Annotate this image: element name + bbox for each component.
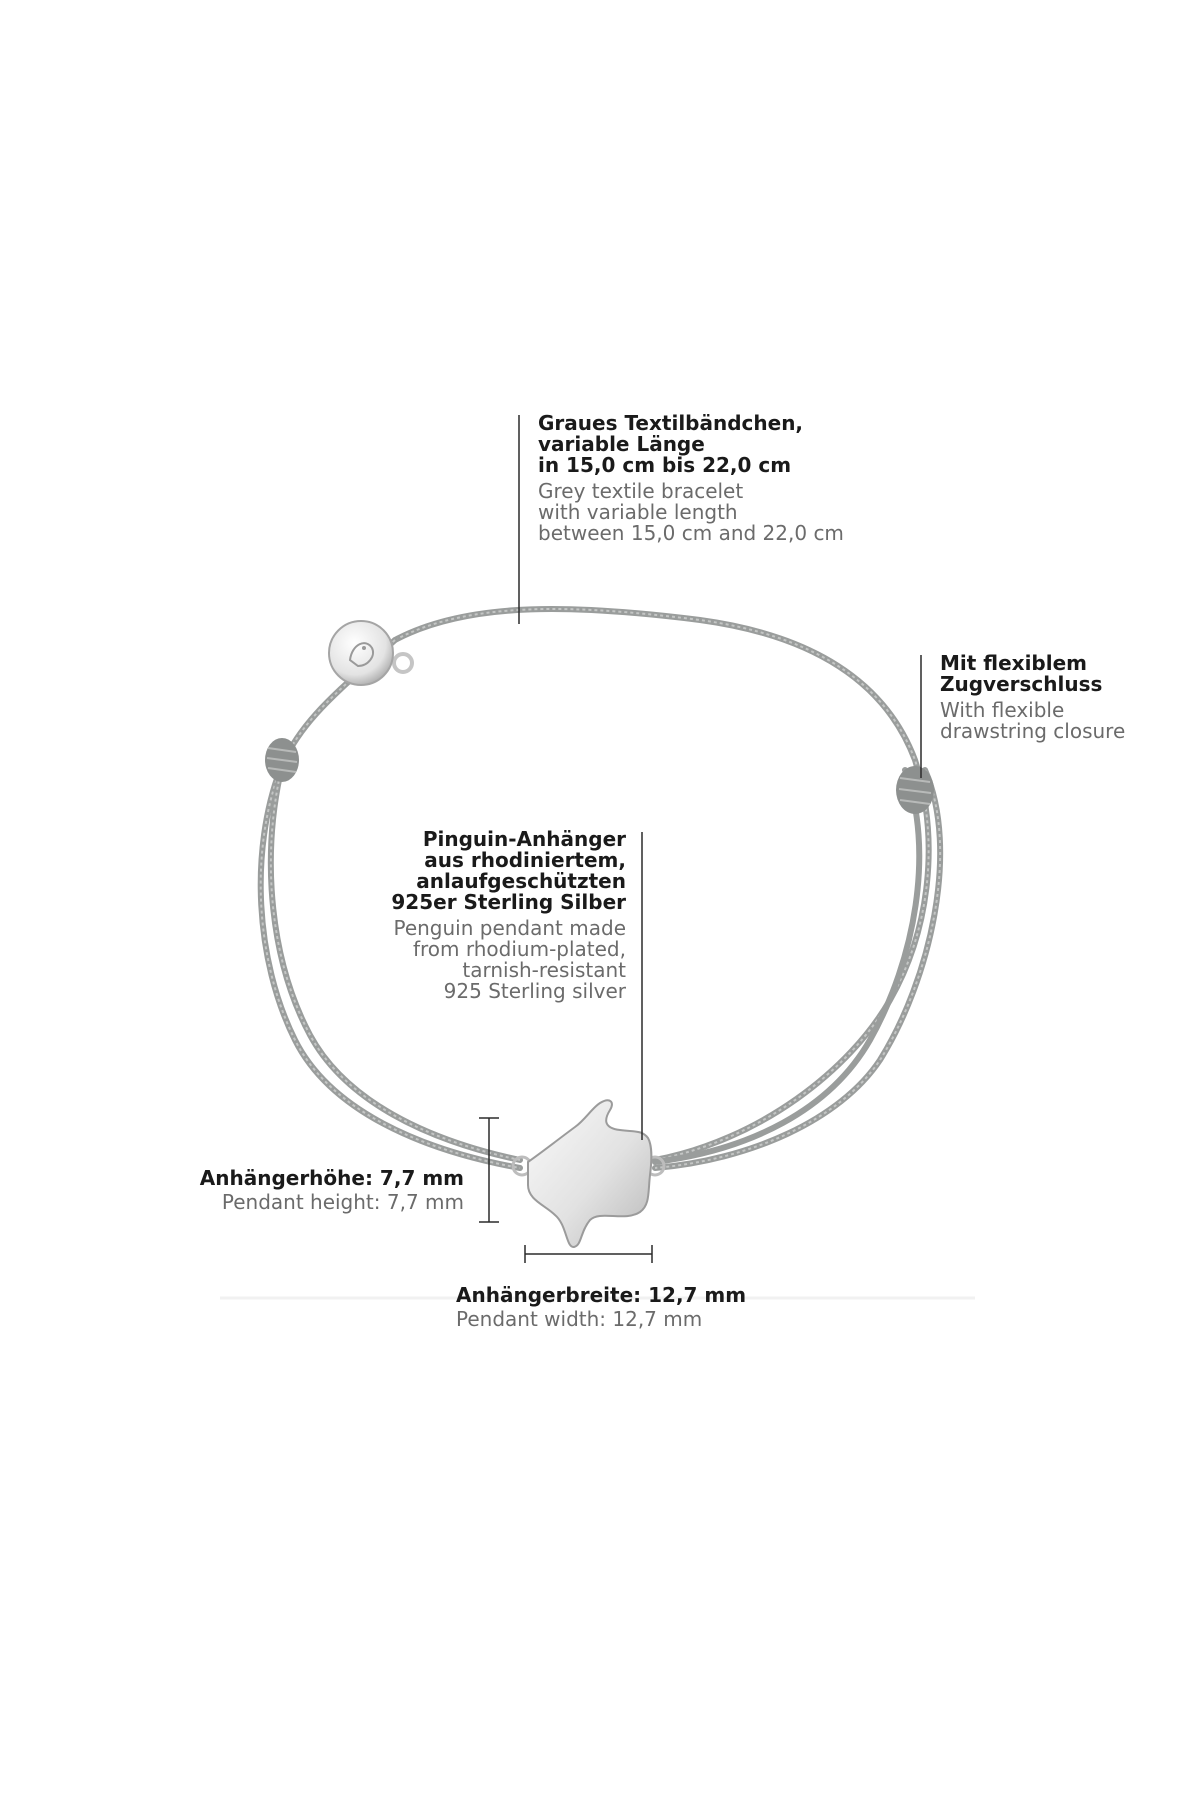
cord-en-line-2: with variable length — [538, 500, 738, 524]
closure-de-line-1: Mit flexiblem — [940, 651, 1088, 675]
pendant-en-line-4: 925 Sterling silver — [443, 979, 626, 1003]
closure-de-line-2: Zugverschluss — [940, 672, 1103, 696]
pendant-de-line-3: anlaufgeschützten — [416, 869, 626, 893]
cord-annotation — [538, 413, 844, 544]
pendant-de-line-4: 925er Sterling Silber — [391, 890, 626, 914]
cord-right-strand-a — [655, 770, 940, 1168]
height-annotation — [200, 1168, 464, 1213]
cord-de-line-3: in 15,0 cm bis 22,0 cm — [538, 453, 792, 477]
left-knot — [265, 738, 299, 782]
pendant-en-line-2: from rhodium-plated, — [412, 937, 626, 961]
width-dimension — [525, 1245, 652, 1263]
pendant-en-line-1: Penguin pendant made — [393, 916, 626, 940]
cord-en-line-3: between 15,0 cm and 22,0 cm — [538, 521, 844, 545]
pendant-de-line-1: Pinguin-Anhänger — [422, 827, 626, 851]
closure-annotation — [940, 653, 1125, 742]
logo-charm — [329, 621, 412, 685]
width-annotation — [456, 1285, 746, 1330]
width-en: Pendant width: 12,7 mm — [456, 1307, 703, 1331]
cord-en-line-1: Grey textile bracelet — [538, 479, 744, 503]
closure-en-line-2: drawstring closure — [940, 719, 1126, 743]
width-de: Anhängerbreite: 12,7 mm — [456, 1283, 747, 1307]
cord-de-line-2: variable Länge — [538, 432, 705, 456]
height-dimension — [479, 1118, 499, 1222]
height-de: Anhängerhöhe: 7,7 mm — [199, 1166, 464, 1190]
closure-en-line-1: With flexible — [940, 698, 1065, 722]
right-knot — [896, 766, 934, 814]
height-en: Pendant height: 7,7 mm — [221, 1190, 464, 1214]
pendant-en-line-3: tarnish-resistant — [462, 958, 626, 982]
cord-de-line-1: Graues Textilbändchen, — [538, 411, 804, 435]
pendant-de-line-2: aus rhodiniertem, — [424, 848, 626, 872]
pendant-annotation — [391, 829, 626, 1002]
